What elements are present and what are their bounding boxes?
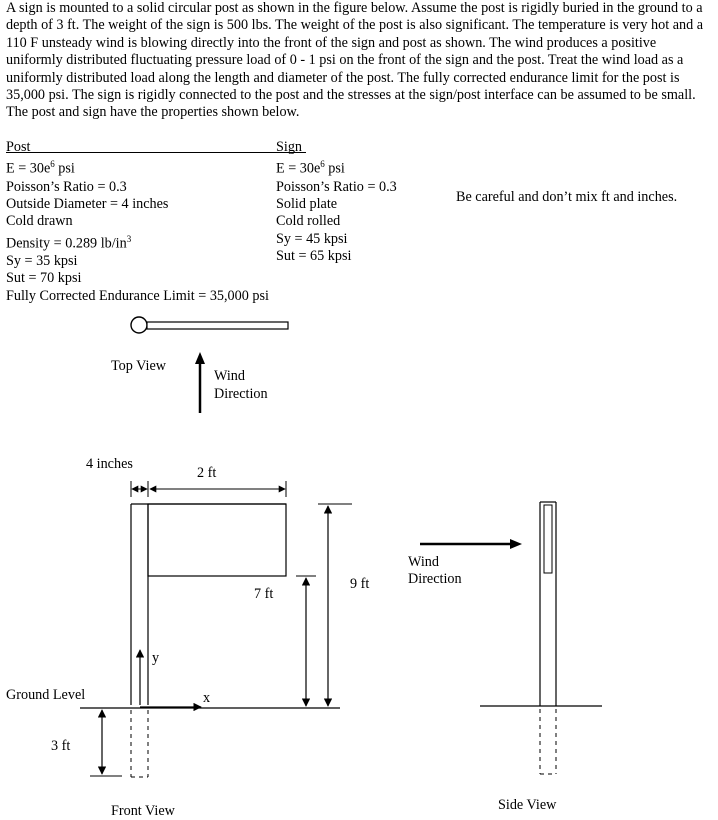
- post-heading: Post: [6, 139, 31, 155]
- sign-plate-side: [544, 505, 552, 573]
- wind-label-side-2: Direction: [408, 571, 462, 587]
- sign-sut: Sut = 65 kpsi: [276, 248, 352, 265]
- post-modulus: $E = 30e^6$ psi: [6, 159, 75, 178]
- front-view-label: Front View: [111, 803, 175, 819]
- side-view-drawing: [420, 502, 602, 774]
- post-density: Density = 0.289 $lb/in^3$: [6, 233, 132, 252]
- sign-heading: Sign: [276, 139, 303, 155]
- top-view-label: Top View: [111, 358, 167, 374]
- wind-label-top-2: Direction: [214, 386, 268, 402]
- dim-3ft-label: 3 ft: [51, 738, 71, 754]
- side-view-label: Side View: [498, 797, 557, 813]
- wind-label-top-1: Wind: [214, 368, 245, 384]
- y-axis-label: y: [152, 650, 160, 666]
- post-sy: Sy = 35 kpsi: [6, 252, 78, 269]
- dim-4in-label: 4 inches: [86, 456, 133, 472]
- problem-statement: A sign is mounted to a solid circular post as shown in the figure below. Assume the post is rigidly buried in the ground to a depth of 3 ft. The weight of the sign is 500 lbs. The weight of the post is also significant. The temperature is very hot and a 110 F unsteady wind is blowing directly into the front of the sign and post as shown. The wind produces a positive uniformly distributed fluctuating pressure load of 0 - 1 psi on the front of the sign and the post. Treat the wind load as a uniformly distributed load along the length and diameter of the post. The fully corrected endurance limit for the post is 35,000 psi. The sign is rigidly connected to the post and the stresses at the sign/post interface can be assumed to be small. The post and sign have the properties shown below.: [6, 0, 704, 121]
- front-view-drawing: [80, 481, 352, 777]
- sign-poisson: Poisson’s Ratio = 0.3: [276, 178, 397, 195]
- sign-type: Solid plate: [276, 195, 338, 212]
- post-section-circle: [131, 317, 147, 333]
- sign-plate-top: [147, 322, 288, 329]
- wind-label-side-1: Wind: [408, 554, 439, 570]
- sign-sy: Sy = 45 kpsi: [276, 230, 348, 247]
- dim-2ft-label: 2 ft: [197, 465, 217, 481]
- post-sut: Sut = 70 kpsi: [6, 270, 82, 287]
- sign-modulus: $E = 30e^6$ psi: [276, 159, 345, 178]
- dim-9ft-label: 9 ft: [350, 576, 370, 592]
- dim-7ft-label: 7 ft: [254, 586, 274, 602]
- post-diameter: Outside Diameter = 4 inches: [6, 195, 169, 212]
- sign-plate-front: [148, 504, 286, 576]
- post-endurance: Fully Corrected Endurance Limit = 35,000 psi: [6, 287, 269, 304]
- post-finish: Cold drawn: [6, 213, 73, 230]
- x-axis-label: x: [203, 690, 211, 706]
- post-poisson: Poisson’s Ratio = 0.3: [6, 178, 127, 195]
- sign-finish: Cold rolled: [276, 213, 341, 230]
- ground-level-label: Ground Level: [6, 687, 86, 703]
- units-note: Be careful and don’t mix ft and inches.: [456, 189, 678, 205]
